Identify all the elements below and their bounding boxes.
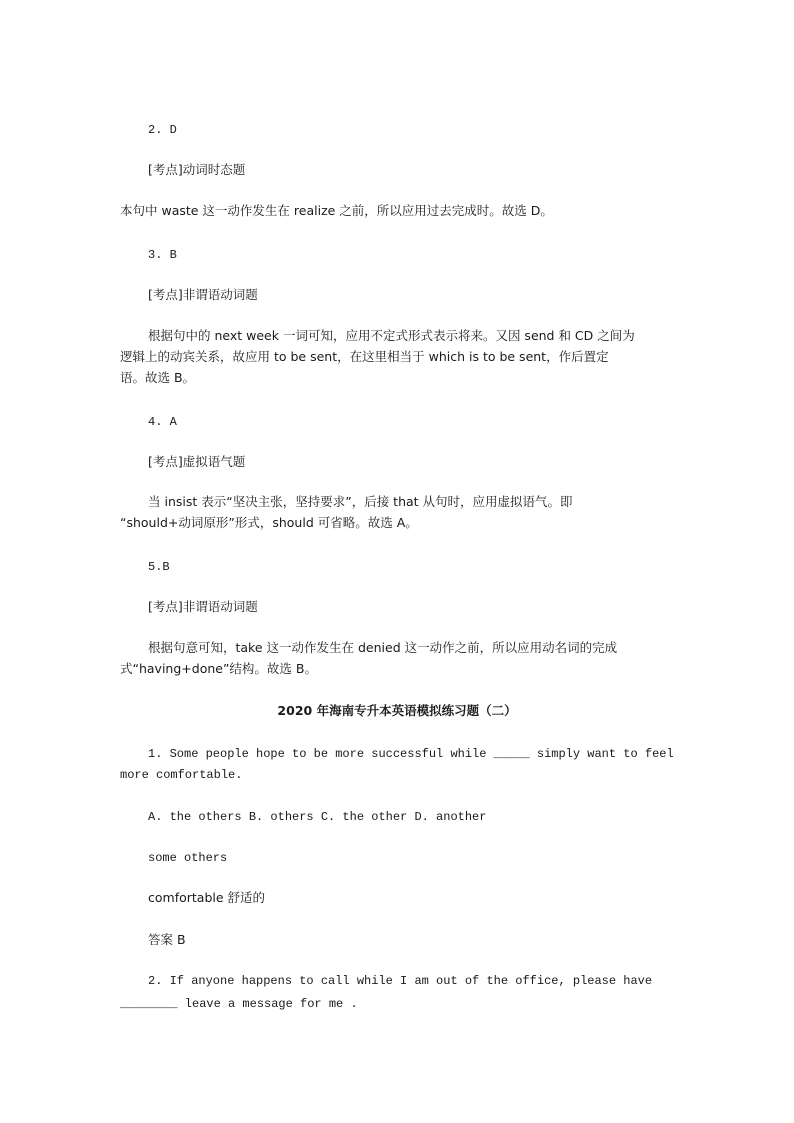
question-2-line-1: 2. If anyone happens to call while I am out of the office, please have xyxy=(148,974,653,988)
explanation-3-line-2: 逻辑上的动宾关系，故应用 to be sent，在这里相当于 which is to be sent，作后置定 xyxy=(120,349,609,364)
topic-2: [考点]动词时态题 xyxy=(148,162,246,177)
section-heading: 2020 年海南专升本英语模拟练习题（二） xyxy=(277,703,517,718)
answer-3: 3. B xyxy=(148,248,177,262)
topic-3: [考点]非谓语动词题 xyxy=(148,287,258,302)
question-1-line-2: more comfortable. xyxy=(120,768,243,782)
question-1-answer: 答案 B xyxy=(148,932,186,947)
explanation-5-line-1: 根据句意可知，take 这一动作发生在 denied 这一动作之前，所以应用动名词的完成 xyxy=(148,640,618,655)
explanation-4-line-2: “should+动词原形”形式，should 可省略。故选 A。 xyxy=(120,515,418,530)
answer-4: 4. A xyxy=(148,415,177,429)
question-2-line-2: ________ leave a message for me . xyxy=(120,997,358,1011)
question-1-options: A. the others B. others C. the other D. another xyxy=(148,810,487,824)
explanation-2: 本句中 waste 这一动作发生在 realize 之前，所以应用过去完成时。故选 D。 xyxy=(120,203,553,218)
explanation-3-line-3: 语。故选 B。 xyxy=(120,370,196,385)
note-comfortable: comfortable 舒适的 xyxy=(148,890,266,905)
topic-5: [考点]非谓语动词题 xyxy=(148,599,258,614)
answer-5: 5.B xyxy=(148,560,170,574)
explanation-4-line-1: 当 insist 表示“坚决主张，坚持要求”，后接 that 从句时，应用虚拟语气。即 xyxy=(148,494,573,509)
explanation-5-line-2: 式“having+done”结构。故选 B。 xyxy=(120,661,317,676)
topic-4: [考点]虚拟语气题 xyxy=(148,454,246,469)
question-1-line-1: 1. Some people hope to be more successful while _____ simply want to feel xyxy=(148,747,674,761)
note-some-others: some others xyxy=(148,851,228,865)
explanation-3-line-1: 根据句中的 next week 一词可知，应用不定式形式表示将来。又因 send 和 CD 之间为 xyxy=(148,328,635,343)
answer-2: 2. D xyxy=(148,123,177,137)
